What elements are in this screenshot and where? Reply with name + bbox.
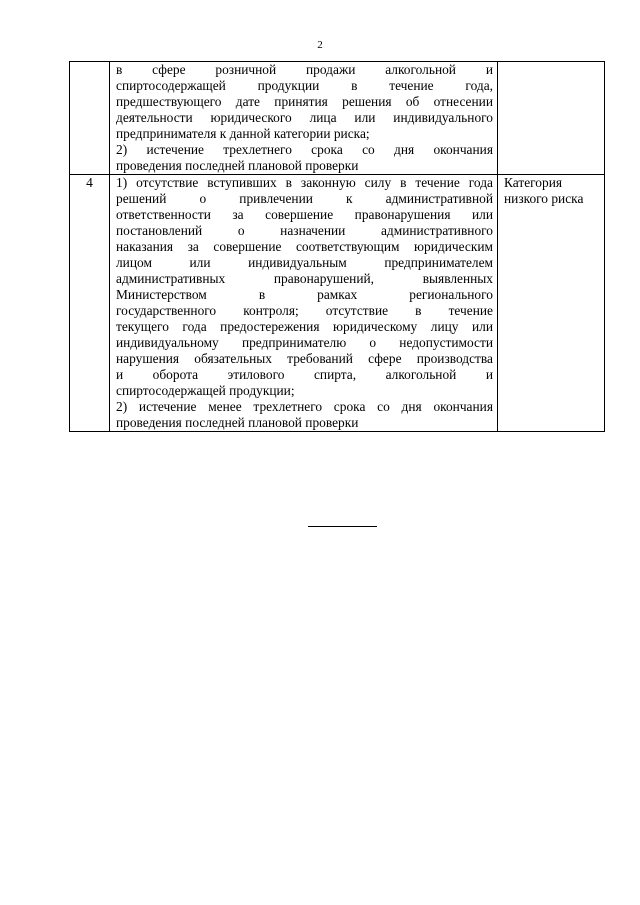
text-line: постановлений о назначении административного	[116, 223, 493, 238]
text-line: в сфере розничной продажи алкогольной и	[116, 62, 493, 77]
text-line: индивидуальному предпринимателю о недопустимости	[116, 335, 493, 350]
text-line: решений о привлечении к административной	[116, 191, 493, 206]
risk-category-cell	[498, 175, 605, 432]
row-number-cell	[70, 62, 110, 175]
category-line: Категория	[504, 175, 563, 190]
page-number: 2	[317, 39, 323, 51]
end-of-document-rule	[308, 526, 377, 527]
row-number-cell: 4	[70, 175, 110, 432]
text-line: предпринимателя к данной категории риска;	[116, 126, 370, 141]
text-line: 2) истечение трехлетнего срока со дня окончания	[116, 142, 493, 157]
text-line: и оборота этилового спирта, алкогольной и	[116, 367, 493, 382]
risk-category-table	[69, 61, 605, 432]
text-line: предшествующего дате принятия решения об отнесении	[116, 94, 493, 109]
table-body	[70, 62, 605, 432]
text-line: спиртосодержащей продукции;	[116, 383, 295, 398]
text-line: 1) отсутствие вступивших в законную силу в течение года	[116, 175, 493, 190]
text-line: 2) истечение менее трехлетнего срока со дня окончания	[116, 399, 493, 414]
risk-category-cell	[498, 62, 605, 175]
text-line: лицом или индивидуальным предпринимателем	[116, 255, 493, 270]
category-line: низкого риска	[504, 191, 584, 206]
table-row	[70, 62, 605, 175]
text-line: проведения последней плановой проверки	[116, 415, 359, 430]
text-line: спиртосодержащей продукции в течение года,	[116, 78, 493, 93]
text-line: административных правонарушений, выявленных	[116, 271, 493, 286]
criteria-text-cell	[110, 62, 498, 175]
text-line: ответственности за совершение правонарушения или	[116, 207, 493, 222]
text-line: деятельности юридического лица или индивидуального	[116, 110, 493, 125]
criteria-text-cell	[110, 175, 498, 432]
text-line: Министерством в рамках регионального	[116, 287, 493, 302]
table-row	[70, 175, 605, 432]
text-line: государственного контроля; отсутствие в течение	[116, 303, 493, 318]
text-line: проведения последней плановой проверки	[116, 158, 359, 173]
text-line: текущего года предостережения юридическому лицу или	[116, 319, 493, 334]
text-line: наказания за совершение соответствующим юридическим	[116, 239, 493, 254]
text-line: нарушения обязательных требований сфере производства	[116, 351, 493, 366]
